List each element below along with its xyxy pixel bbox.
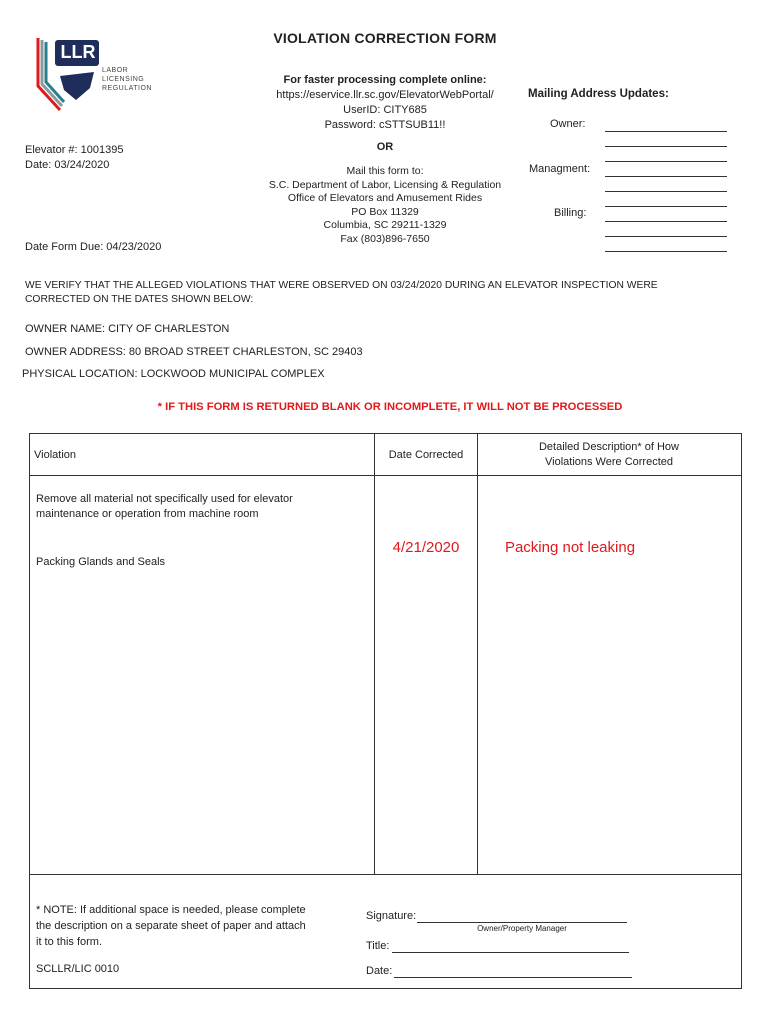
inspection-date: Date: 03/24/2020 xyxy=(25,159,110,171)
signature-caption: Owner/Property Manager xyxy=(477,924,567,933)
online-password: Password: cSTTSUB11!! xyxy=(324,119,446,131)
violation-item-1-line2: maintenance or operation from machine room xyxy=(36,508,259,520)
date-line[interactable] xyxy=(394,963,632,978)
verify-line2: CORRECTED ON THE DATES SHOWN BELOW: xyxy=(25,294,254,305)
logo-mark: LLR xyxy=(60,42,96,62)
online-userid: UserID: CITY685 xyxy=(343,104,427,116)
mail-line1: Mail this form to: xyxy=(346,165,424,177)
mail-line5: Columbia, SC 29211-1329 xyxy=(323,219,447,231)
col-date-header: Date Corrected xyxy=(388,449,464,461)
online-url[interactable]: https://eservice.llr.sc.gov/ElevatorWebPortal/ xyxy=(276,89,494,101)
violations-table xyxy=(29,433,742,989)
col-description-header xyxy=(478,440,740,470)
owner-line-1[interactable] xyxy=(605,117,727,132)
column-divider-2 xyxy=(477,434,478,874)
signature-line[interactable] xyxy=(417,908,627,923)
signature-label: Signature: xyxy=(366,910,417,922)
billing-line-2[interactable] xyxy=(605,222,727,237)
owner-line-3[interactable] xyxy=(605,147,727,162)
note-line1: * NOTE: If additional space is needed, please complete xyxy=(36,904,306,916)
physical-location: PHYSICAL LOCATION: LOCKWOOD MUNICIPAL COMPLEX xyxy=(22,368,325,380)
incomplete-warning: * IF THIS FORM IS RETURNED BLANK OR INCOMPLETE, IT WILL NOT BE PROCESSED xyxy=(157,401,623,413)
form-id: SCLLR/LIC 0010 xyxy=(36,963,120,975)
mail-line4: PO Box 11329 xyxy=(351,205,419,218)
owner-name: OWNER NAME: CITY OF CHARLESTON xyxy=(25,323,230,335)
violation-item-1-line1: Remove all material not specifically used for elevator xyxy=(36,493,293,505)
mail-line2: S.C. Department of Labor, Licensing & Regulation xyxy=(268,178,502,191)
logo-text-line3: REGULATION xyxy=(102,85,152,92)
management-label: Managment: xyxy=(529,163,591,175)
header-divider xyxy=(30,475,741,476)
logo-text-line1: LABOR xyxy=(102,67,129,74)
mail-line3: Office of Elevators and Amusement Rides xyxy=(287,192,483,204)
title-label: Title: xyxy=(366,940,390,952)
additional-space-note xyxy=(36,902,336,950)
billing-label: Billing: xyxy=(554,207,587,219)
column-divider-1 xyxy=(374,434,375,874)
elevator-number: Elevator #: 1001395 xyxy=(25,144,124,156)
title-line[interactable] xyxy=(392,938,629,953)
logo-text xyxy=(102,66,152,93)
note-line3: it to this form. xyxy=(36,936,103,948)
owner-address: OWNER ADDRESS: 80 BROAD STREET CHARLESTON, SC 29403 xyxy=(25,346,363,358)
or-label: OR xyxy=(376,141,394,153)
violation-item-1 xyxy=(36,492,293,522)
billing-line-1[interactable] xyxy=(605,207,727,222)
col-violation-header: Violation xyxy=(34,449,76,461)
description-entry[interactable]: Packing not leaking xyxy=(504,539,636,556)
management-line-2[interactable] xyxy=(605,177,727,192)
mailing-updates-heading: Mailing Address Updates: xyxy=(528,88,669,100)
footer-divider xyxy=(30,874,741,875)
form-title: VIOLATION CORRECTION FORM xyxy=(273,30,497,46)
note-line2: the description on a separate sheet of paper and attach xyxy=(36,920,306,932)
management-line-3[interactable] xyxy=(605,192,727,207)
col-description-header-line2: Violations Were Corrected xyxy=(545,456,673,468)
billing-line-3[interactable] xyxy=(605,237,727,252)
violation-item-2: Packing Glands and Seals xyxy=(36,556,166,568)
col-description-header-line1: Detailed Description* of How xyxy=(538,441,679,453)
verify-statement xyxy=(25,279,745,307)
date-label: Date: xyxy=(366,965,393,977)
date-form-due: Date Form Due: 04/23/2020 xyxy=(25,241,162,253)
mail-section xyxy=(240,165,530,246)
llr-logo xyxy=(30,30,155,122)
online-heading: For faster processing complete online: xyxy=(283,74,487,86)
management-line-1[interactable] xyxy=(605,162,727,177)
mail-line6: Fax (803)896-7650 xyxy=(340,232,430,245)
owner-label: Owner: xyxy=(550,118,586,130)
owner-line-2[interactable] xyxy=(605,132,727,147)
online-section xyxy=(240,73,530,133)
logo-text-line2: LICENSING xyxy=(102,76,145,83)
verify-line1: WE VERIFY THAT THE ALLEGED VIOLATIONS THAT WERE OBSERVED ON 03/24/2020 DURING AN ELEVATOR INSPECTION WERE xyxy=(25,280,658,291)
date-corrected-entry[interactable]: 4/21/2020 xyxy=(392,539,460,556)
